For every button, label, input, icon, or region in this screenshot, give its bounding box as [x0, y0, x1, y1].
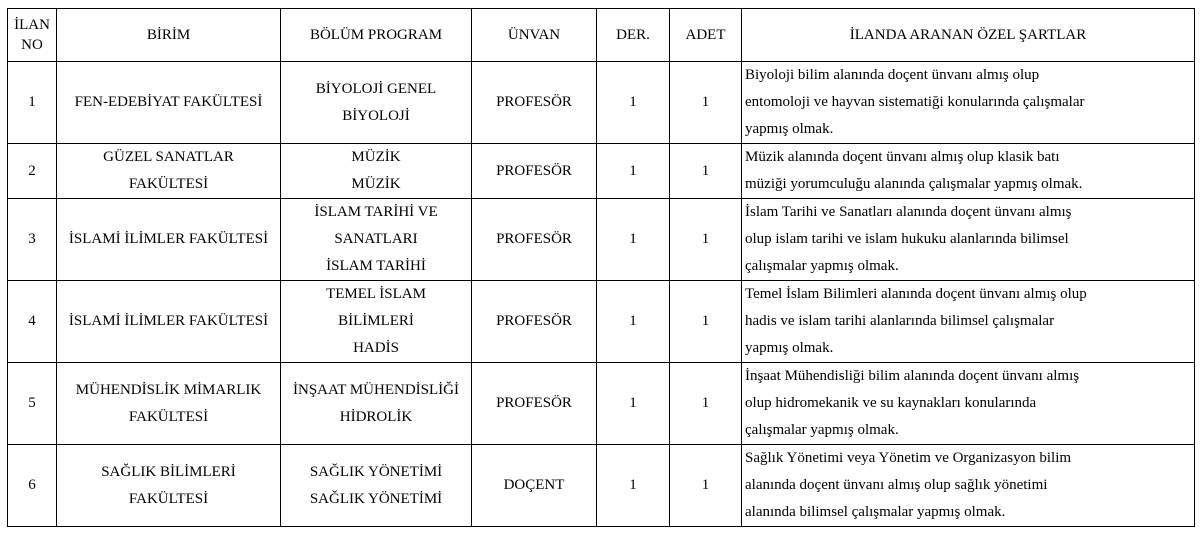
- cell-bolum-program-line: İSLAM TARİHİ: [326, 258, 426, 274]
- cell-der: 1: [597, 363, 670, 445]
- cell-unvan: PROFESÖR: [472, 363, 597, 445]
- cell-birim-line: SAĞLIK BİLİMLERİ: [101, 463, 236, 480]
- header-der: DER.: [597, 9, 670, 62]
- cell-unvan: PROFESÖR: [472, 144, 597, 199]
- table-row: [8, 62, 1195, 144]
- cell-ozel-sartlar-line: yapmış olmak.: [745, 121, 834, 137]
- cell-adet: 1: [670, 445, 742, 527]
- cell-der: 1: [597, 62, 670, 144]
- cell-unvan: PROFESÖR: [472, 62, 597, 144]
- cell-der: 1: [597, 144, 670, 199]
- cell-ozel-sartlar-line: İslam Tarihi ve Sanatları alanında doçent ünvanı almış: [745, 204, 1072, 220]
- cell-bolum-program-line: MÜZİK: [351, 176, 401, 192]
- cell-ozel-sartlar: [742, 144, 1195, 199]
- cell-bolum-program-line: BİLİMLERİ: [338, 313, 414, 329]
- cell-adet: 1: [670, 144, 742, 199]
- cell-ozel-sartlar-line: İnşaat Mühendisliği bilim alanında doçent ünvanı almış: [745, 368, 1080, 384]
- cell-der: 1: [597, 445, 670, 527]
- cell-birim-line: FEN-EDEBİYAT FAKÜLTESİ: [74, 94, 263, 110]
- cell-bolum-program: [281, 281, 472, 363]
- table-row: [8, 281, 1195, 363]
- cell-birim: [57, 445, 281, 527]
- cell-birim: [57, 199, 281, 281]
- cell-bolum-program-line: SANATLARI: [334, 231, 418, 247]
- cell-bolum-program-line: HİDROLİK: [339, 408, 413, 425]
- cell-unvan: PROFESÖR: [472, 199, 597, 281]
- cell-bolum-program: [281, 199, 472, 281]
- header-unvan: ÜNVAN: [472, 9, 597, 62]
- cell-bolum-program: [281, 62, 472, 144]
- cell-der: 1: [597, 199, 670, 281]
- cell-unvan: PROFESÖR: [472, 281, 597, 363]
- cell-ozel-sartlar: [742, 445, 1195, 527]
- cell-ilan-no: 3: [8, 199, 57, 281]
- cell-adet: 1: [670, 199, 742, 281]
- cell-birim: [57, 144, 281, 199]
- cell-bolum-program-line: SAĞLIK YÖNETİMİ: [309, 463, 443, 480]
- cell-birim: [57, 363, 281, 445]
- announcement-table-wrapper: [7, 8, 1194, 527]
- cell-ozel-sartlar-line: olup islam tarihi ve islam hukuku alanlarında bilimsel: [745, 231, 1069, 247]
- cell-bolum-program-line: MÜZİK: [351, 149, 401, 165]
- cell-adet: 1: [670, 62, 742, 144]
- cell-bolum-program-line: BİYOLOJİ: [342, 107, 410, 124]
- header-ilan-no: İLAN NO: [8, 9, 57, 62]
- cell-ilan-no: 6: [8, 445, 57, 527]
- cell-bolum-program-line: TEMEL İSLAM: [326, 286, 426, 302]
- cell-ozel-sartlar-line: olup hidromekanik ve su kaynakları konularında: [745, 395, 1037, 411]
- cell-bolum-program-line: İSLAM TARİHİ VE: [314, 204, 438, 220]
- cell-ozel-sartlar-line: alanında bilimsel çalışmalar yapmış olmak.: [745, 504, 1006, 520]
- cell-ozel-sartlar: [742, 199, 1195, 281]
- cell-adet: 1: [670, 281, 742, 363]
- cell-ozel-sartlar-line: entomoloji ve hayvan sistematiği konularında çalışmalar: [745, 94, 1085, 110]
- cell-birim: [57, 281, 281, 363]
- cell-ilan-no: 2: [8, 144, 57, 199]
- cell-ozel-sartlar-line: alanında doçent ünvanı almış olup sağlık yönetimi: [745, 477, 1048, 493]
- header-birim: BİRİM: [57, 9, 281, 62]
- header-bolum-program: BÖLÜM PROGRAM: [281, 9, 472, 62]
- cell-ozel-sartlar-line: müziği yorumculuğu alanında çalışmalar yapmış olmak.: [745, 176, 1083, 192]
- cell-ozel-sartlar-line: hadis ve islam tarihi alanlarında bilimsel çalışmalar: [745, 313, 1055, 329]
- cell-ozel-sartlar-line: çalışmalar yapmış olmak.: [745, 422, 899, 438]
- header-adet: ADET: [670, 9, 742, 62]
- cell-bolum-program: [281, 363, 472, 445]
- cell-ilan-no: 1: [8, 62, 57, 144]
- table-row: [8, 199, 1195, 281]
- cell-unvan: DOÇENT: [472, 445, 597, 527]
- cell-ozel-sartlar-line: Müzik alanında doçent ünvanı almış olup klasik batı: [745, 149, 1060, 165]
- cell-ilan-no: 4: [8, 281, 57, 363]
- cell-bolum-program-line: İNŞAAT MÜHENDİSLİĞİ: [293, 381, 459, 398]
- header-ozel-sartlar: İLANDA ARANAN ÖZEL ŞARTLAR: [742, 9, 1195, 62]
- cell-birim-line: GÜZEL SANATLAR: [103, 149, 234, 165]
- announcement-table: [7, 8, 1195, 527]
- cell-adet: 1: [670, 363, 742, 445]
- cell-der: 1: [597, 281, 670, 363]
- cell-ilan-no: 5: [8, 363, 57, 445]
- cell-ozel-sartlar-line: Sağlık Yönetimi veya Yönetim ve Organizasyon bilim: [745, 450, 1072, 466]
- cell-ozel-sartlar: [742, 363, 1195, 445]
- cell-ozel-sartlar-line: Biyoloji bilim alanında doçent ünvanı almış olup: [745, 67, 1040, 83]
- table-row: [8, 363, 1195, 445]
- cell-bolum-program: [281, 445, 472, 527]
- table-row: [8, 445, 1195, 527]
- table-row: [8, 144, 1195, 199]
- cell-birim-line: İSLAMİ İLİMLER FAKÜLTESİ: [68, 313, 269, 329]
- cell-bolum-program-line: BİYOLOJİ GENEL: [315, 80, 437, 97]
- cell-birim-line: FAKÜLTESİ: [128, 408, 209, 425]
- cell-birim-line: MÜHENDİSLİK MİMARLIK: [75, 381, 262, 398]
- cell-ozel-sartlar: [742, 281, 1195, 363]
- cell-ozel-sartlar-line: çalışmalar yapmış olmak.: [745, 258, 899, 274]
- cell-birim: [57, 62, 281, 144]
- header-row: [8, 9, 1195, 62]
- cell-ozel-sartlar-line: yapmış olmak.: [745, 340, 834, 356]
- cell-birim-line: FAKÜLTESİ: [128, 176, 209, 192]
- cell-birim-line: FAKÜLTESİ: [128, 490, 209, 507]
- cell-ozel-sartlar-line: Temel İslam Bilimleri alanında doçent ünvanı almış olup: [745, 286, 1087, 302]
- cell-bolum-program: [281, 144, 472, 199]
- cell-bolum-program-line: HADİS: [353, 340, 399, 356]
- table-body: [8, 62, 1195, 527]
- cell-ozel-sartlar: [742, 62, 1195, 144]
- cell-bolum-program-line: SAĞLIK YÖNETİMİ: [309, 490, 443, 507]
- cell-birim-line: İSLAMİ İLİMLER FAKÜLTESİ: [68, 231, 269, 247]
